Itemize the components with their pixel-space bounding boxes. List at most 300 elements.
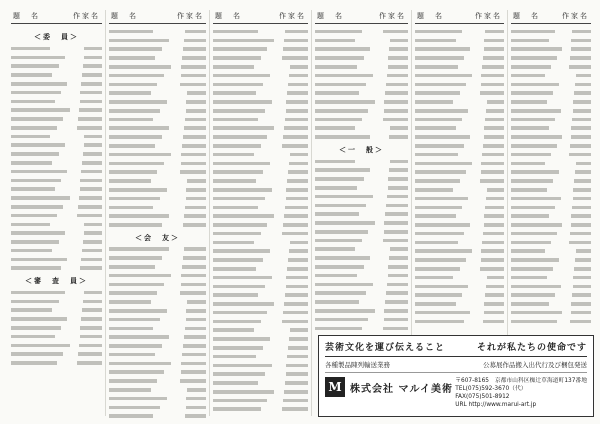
entry-title-placeholder: [315, 100, 375, 104]
company-logo-icon: M: [325, 377, 345, 397]
entry-title-placeholder: [213, 267, 256, 271]
entry-title-placeholder: [213, 214, 274, 218]
entry-row: [11, 359, 102, 366]
entry-artist-placeholder: [388, 56, 408, 60]
entry-row: [109, 81, 206, 88]
entry-row: [315, 72, 408, 79]
entry-artist-placeholder: [182, 353, 206, 357]
entry-artist-placeholder: [386, 204, 408, 208]
entry-artist-placeholder: [184, 335, 206, 339]
entry-title-placeholder: [315, 83, 366, 87]
entry-row: [511, 160, 591, 167]
entry-row: [213, 309, 308, 316]
entry-row: [109, 369, 206, 376]
entry-artist-placeholder: [484, 135, 504, 139]
entry-list: [315, 24, 408, 332]
entry-title-placeholder: [213, 91, 256, 95]
entry-artist-placeholder: [289, 337, 308, 341]
entry-row: [315, 46, 408, 53]
entry-artist-placeholder: [82, 249, 102, 253]
entry-row: [415, 46, 504, 53]
entry-artist-placeholder: [186, 406, 206, 410]
entry-artist-placeholder: [82, 308, 102, 312]
entry-title-placeholder: [11, 317, 67, 321]
entry-artist-placeholder: [571, 135, 591, 139]
entry-row: [109, 116, 206, 123]
entry-artist-placeholder: [184, 214, 206, 218]
entry-row: [511, 81, 591, 88]
entry-artist-placeholder: [570, 56, 591, 60]
entry-artist-placeholder: [482, 153, 504, 157]
entry-artist-placeholder: [569, 241, 591, 245]
entry-artist-placeholder: [384, 230, 408, 234]
entry-title-placeholder: [213, 355, 256, 359]
entry-title-placeholder: [109, 214, 169, 218]
entry-title-placeholder: [315, 256, 370, 260]
entry-title-placeholder: [109, 74, 164, 78]
entry-artist-placeholder: [285, 206, 308, 210]
entry-row: [511, 274, 591, 281]
entry-artist-placeholder: [282, 144, 308, 148]
entry-artist-placeholder: [183, 223, 206, 227]
entry-title-placeholder: [109, 397, 167, 401]
entry-title-placeholder: [213, 249, 270, 253]
entry-row: [315, 107, 408, 114]
entry-title-placeholder: [213, 206, 258, 210]
entry-row: [511, 204, 591, 211]
entry-title-placeholder: [213, 232, 261, 236]
entry-artist-placeholder: [575, 83, 591, 87]
entry-row: [415, 142, 504, 149]
entry-title-placeholder: [511, 118, 555, 122]
entry-title-placeholder: [213, 258, 263, 262]
entry-artist-placeholder: [484, 214, 504, 218]
entry-title-placeholder: [213, 65, 254, 69]
entry-artist-placeholder: [386, 291, 408, 295]
entry-title-placeholder: [415, 276, 453, 280]
entry-row: [213, 300, 308, 307]
company-tel: TEL(075)592-3670（代）: [455, 386, 527, 392]
entry-title-placeholder: [511, 320, 557, 324]
entry-artist-placeholder: [389, 168, 408, 172]
entry-row: [415, 300, 504, 307]
entry-row: [109, 281, 206, 288]
column-header-artist: 作家名: [73, 12, 100, 20]
entry-title-placeholder: [415, 188, 453, 192]
entry-title-placeholder: [11, 266, 61, 270]
entry-title-placeholder: [11, 56, 65, 60]
entry-artist-placeholder: [186, 309, 206, 313]
entry-title-placeholder: [213, 74, 270, 78]
entry-row: [511, 186, 591, 193]
entry-row: [511, 116, 591, 123]
entry-row: [109, 72, 206, 79]
entry-row: [213, 72, 308, 79]
entry-title-placeholder: [315, 177, 364, 181]
entry-title-placeholder: [213, 135, 267, 139]
entry-row: [109, 246, 206, 253]
entry-artist-placeholder: [384, 221, 408, 225]
entry-artist-placeholder: [389, 256, 408, 260]
entry-artist-placeholder: [182, 56, 206, 60]
ad-service-left: 各種製品陳列輸送業務: [325, 361, 390, 369]
entry-row: [109, 316, 206, 323]
entry-row: [11, 350, 102, 357]
entry-title-placeholder: [415, 232, 464, 236]
entry-artist-placeholder: [289, 74, 308, 78]
entry-title-placeholder: [315, 47, 370, 51]
entry-artist-placeholder: [182, 265, 206, 269]
column-header: [315, 10, 408, 24]
entry-row: [415, 116, 504, 123]
entry-row: [109, 186, 206, 193]
entry-title-placeholder: [511, 258, 559, 262]
company-contact: [455, 377, 587, 409]
entry-artist-placeholder: [283, 311, 308, 315]
entry-artist-placeholder: [571, 311, 591, 315]
entry-row: [11, 229, 102, 236]
entry-row: [213, 239, 308, 246]
section-heading: ＜一 般＞: [339, 145, 384, 154]
entry-title-placeholder: [109, 30, 153, 34]
entry-artist-placeholder: [184, 126, 206, 130]
entry-title-placeholder: [315, 91, 359, 95]
entry-artist-placeholder: [181, 362, 206, 366]
entry-title-placeholder: [109, 283, 164, 287]
entry-row: [109, 125, 206, 132]
entry-row: [511, 195, 591, 202]
entry-title-placeholder: [109, 247, 169, 251]
entry-artist-placeholder: [180, 291, 206, 295]
entry-row: [11, 342, 102, 349]
entry-row: [315, 272, 408, 279]
entry-row: [109, 289, 206, 296]
entry-title-placeholder: [511, 214, 549, 218]
entry-artist-placeholder: [571, 223, 591, 227]
entry-artist-placeholder: [285, 381, 308, 385]
column-header: [109, 10, 206, 24]
entry-artist-placeholder: [383, 118, 408, 122]
entry-row: [11, 80, 102, 87]
entry-title-placeholder: [11, 196, 70, 200]
entry-title-placeholder: [213, 276, 272, 280]
entry-title-placeholder: [109, 135, 162, 139]
entry-row: [11, 186, 102, 193]
entry-row: [415, 265, 504, 272]
entry-artist-placeholder: [185, 414, 206, 418]
entry-artist-placeholder: [482, 241, 504, 245]
entry-artist-placeholder: [573, 285, 591, 289]
entry-title-placeholder: [109, 223, 162, 227]
entry-column-1: [8, 10, 106, 416]
entry-row: [109, 212, 206, 219]
entry-title-placeholder: [511, 267, 553, 271]
entry-title-placeholder: [315, 327, 362, 331]
entry-row: [11, 306, 102, 313]
entry-artist-placeholder: [285, 118, 308, 122]
entry-row: [109, 54, 206, 61]
entry-row: [213, 54, 308, 61]
entry-artist-placeholder: [384, 309, 408, 313]
entry-title-placeholder: [415, 118, 462, 122]
entry-artist-placeholder: [388, 65, 408, 69]
entry-title-placeholder: [11, 82, 67, 86]
entry-row: [315, 246, 408, 253]
entry-row: [511, 89, 591, 96]
ad-slogan: [325, 340, 587, 357]
entry-artist-placeholder: [387, 74, 408, 78]
entry-row: [511, 28, 591, 35]
entry-artist-placeholder: [84, 291, 102, 295]
entry-artist-placeholder: [483, 232, 504, 236]
entry-row: [415, 248, 504, 255]
entry-title-placeholder: [315, 300, 359, 304]
entry-title-placeholder: [415, 47, 470, 51]
entry-title-placeholder: [315, 265, 364, 269]
entry-artist-placeholder: [187, 179, 206, 183]
entry-row: [109, 46, 206, 53]
entry-artist-placeholder: [574, 179, 591, 183]
entry-title-placeholder: [213, 372, 265, 376]
entry-artist-placeholder: [576, 249, 591, 253]
entry-title-placeholder: [213, 293, 258, 297]
company-zip: 〒607-8165: [455, 378, 489, 384]
entry-row: [511, 142, 591, 149]
entry-title-placeholder: [315, 39, 355, 43]
entry-row: [511, 125, 591, 132]
entry-artist-placeholder: [573, 276, 591, 280]
entry-artist-placeholder: [573, 100, 591, 104]
entry-title-placeholder: [213, 144, 261, 148]
entry-row: [315, 263, 408, 270]
entry-row: [213, 116, 308, 123]
entry-row: [415, 169, 504, 176]
entry-title-placeholder: [315, 160, 355, 164]
entry-artist-placeholder: [83, 240, 102, 244]
entry-title-placeholder: [11, 73, 52, 77]
entry-row: [315, 289, 408, 296]
entry-title-placeholder: [315, 109, 368, 113]
entry-title-placeholder: [213, 83, 263, 87]
entry-artist-placeholder: [388, 265, 408, 269]
entry-title-placeholder: [109, 188, 167, 192]
entry-artist-placeholder: [283, 223, 308, 227]
entry-row: [11, 177, 102, 184]
entry-title-placeholder: [213, 346, 263, 350]
entry-artist-placeholder: [80, 266, 102, 270]
entry-artist-placeholder: [181, 162, 206, 166]
entry-artist-placeholder: [180, 170, 206, 174]
entry-artist-placeholder: [483, 144, 504, 148]
entry-title-placeholder: [511, 65, 551, 69]
entry-artist-placeholder: [77, 126, 102, 130]
entry-row: [11, 115, 102, 122]
entry-row: [315, 125, 408, 132]
entry-row: [109, 142, 206, 149]
entry-title-placeholder: [11, 308, 52, 312]
entry-title-placeholder: [415, 126, 456, 130]
entry-row: [109, 221, 206, 228]
entry-row: [213, 46, 308, 53]
entry-artist-placeholder: [78, 117, 102, 121]
entry-artist-placeholder: [181, 153, 206, 157]
entry-title-placeholder: [11, 335, 55, 339]
entry-row: [415, 81, 504, 88]
entry-title-placeholder: [315, 126, 355, 130]
entry-row: [511, 46, 591, 53]
company-url[interactable]: URL http://www.marui-art.jp: [455, 402, 537, 408]
entry-title-placeholder: [109, 335, 169, 339]
entry-row: [315, 158, 408, 165]
entry-row: [11, 63, 102, 70]
entry-title-placeholder: [415, 302, 456, 306]
entry-title-placeholder: [11, 108, 70, 112]
entry-row: [511, 265, 591, 272]
entry-title-placeholder: [315, 247, 355, 251]
entry-title-placeholder: [315, 74, 373, 78]
entry-title-placeholder: [415, 249, 472, 253]
entry-artist-placeholder: [385, 300, 408, 304]
entry-row: [415, 221, 504, 228]
entry-artist-placeholder: [481, 170, 504, 174]
entry-title-placeholder: [511, 311, 562, 315]
entry-row: [315, 54, 408, 61]
column-header: [511, 10, 591, 24]
entry-artist-placeholder: [78, 352, 102, 356]
entry-row: [315, 254, 408, 261]
entry-artist-placeholder: [486, 285, 504, 289]
entry-row: [213, 327, 308, 334]
column-header: [11, 10, 102, 24]
entry-title-placeholder: [109, 353, 155, 357]
entry-title-placeholder: [511, 109, 561, 113]
entry-title-placeholder: [415, 65, 458, 69]
entry-title-placeholder: [213, 241, 254, 245]
entry-artist-placeholder: [80, 335, 102, 339]
entry-artist-placeholder: [481, 249, 504, 253]
entry-row: [315, 193, 408, 200]
entry-artist-placeholder: [388, 177, 408, 181]
entry-title-placeholder: [511, 293, 555, 297]
entry-title-placeholder: [511, 30, 555, 34]
entry-row: [109, 412, 206, 419]
entry-artist-placeholder: [184, 39, 206, 43]
entry-artist-placeholder: [386, 83, 408, 87]
entry-row: [511, 291, 591, 298]
entry-title-placeholder: [315, 212, 359, 216]
entry-artist-placeholder: [81, 317, 102, 321]
entry-artist-placeholder: [572, 118, 591, 122]
entry-title-placeholder: [511, 39, 549, 43]
entry-artist-placeholder: [84, 47, 102, 51]
entry-title-placeholder: [415, 197, 468, 201]
entry-row: [415, 239, 504, 246]
entry-row: [109, 151, 206, 158]
entry-title-placeholder: [213, 179, 256, 183]
entry-artist-placeholder: [186, 197, 206, 201]
entry-artist-placeholder: [187, 91, 206, 95]
entry-artist-placeholder: [570, 144, 591, 148]
entry-title-placeholder: [11, 344, 70, 348]
entry-artist-placeholder: [481, 162, 504, 166]
entry-row: [213, 370, 308, 377]
entry-artist-placeholder: [286, 197, 308, 201]
entry-row: [511, 72, 591, 79]
entry-artist-placeholder: [84, 135, 102, 139]
entry-artist-placeholder: [84, 143, 102, 147]
entry-title-placeholder: [415, 206, 462, 210]
entry-title-placeholder: [109, 318, 160, 322]
entry-title-placeholder: [415, 56, 464, 60]
entry-title-placeholder: [109, 126, 169, 130]
entry-title-placeholder: [315, 318, 368, 322]
entry-artist-placeholder: [384, 318, 408, 322]
entry-artist-placeholder: [484, 302, 504, 306]
entry-artist-placeholder: [285, 30, 308, 34]
entry-artist-placeholder: [389, 135, 408, 139]
entry-row: [109, 169, 206, 176]
entry-title-placeholder: [415, 170, 466, 174]
entry-row: [109, 263, 206, 270]
entry-title-placeholder: [11, 170, 67, 174]
entry-artist-placeholder: [79, 196, 102, 200]
entry-title-placeholder: [315, 65, 357, 69]
entry-title-placeholder: [415, 241, 458, 245]
entry-row: [213, 379, 308, 386]
entry-row: [511, 151, 591, 158]
entry-artist-placeholder: [283, 399, 308, 403]
entry-artist-placeholder: [481, 258, 504, 262]
entry-artist-placeholder: [77, 361, 102, 365]
entry-title-placeholder: [109, 118, 153, 122]
entry-title-placeholder: [213, 56, 261, 60]
entry-title-placeholder: [315, 30, 362, 34]
entry-artist-placeholder: [80, 326, 102, 330]
entry-title-placeholder: [315, 118, 362, 122]
entry-title-placeholder: [11, 143, 65, 147]
entry-title-placeholder: [109, 362, 171, 366]
entry-title-placeholder: [213, 407, 261, 411]
entry-row: [315, 228, 408, 235]
entry-artist-placeholder: [187, 300, 206, 304]
entry-title-placeholder: [109, 83, 157, 87]
entry-artist-placeholder: [481, 74, 504, 78]
company-address: 京都市山科区椥辻草海道町137番地: [494, 378, 587, 384]
entry-row: [109, 89, 206, 96]
entry-row: [213, 353, 308, 360]
entry-artist-placeholder: [575, 170, 591, 174]
entry-title-placeholder: [511, 100, 547, 104]
entry-row: [213, 133, 308, 140]
entry-artist-placeholder: [185, 206, 206, 210]
entry-row: [315, 37, 408, 44]
entry-artist-placeholder: [285, 293, 308, 297]
entry-artist-placeholder: [282, 56, 308, 60]
entry-row: [11, 98, 102, 105]
entry-title-placeholder: [315, 204, 366, 208]
entry-artist-placeholder: [390, 247, 408, 251]
entry-row: [109, 325, 206, 332]
entry-artist-placeholder: [387, 195, 408, 199]
column-header-title: 題 名: [317, 12, 344, 20]
entry-row: [213, 406, 308, 413]
entry-row: [11, 221, 102, 228]
entry-artist-placeholder: [288, 170, 308, 174]
entry-row: [213, 274, 308, 281]
entry-artist-placeholder: [186, 397, 206, 401]
entry-artist-placeholder: [481, 83, 504, 87]
entry-artist-placeholder: [570, 232, 591, 236]
